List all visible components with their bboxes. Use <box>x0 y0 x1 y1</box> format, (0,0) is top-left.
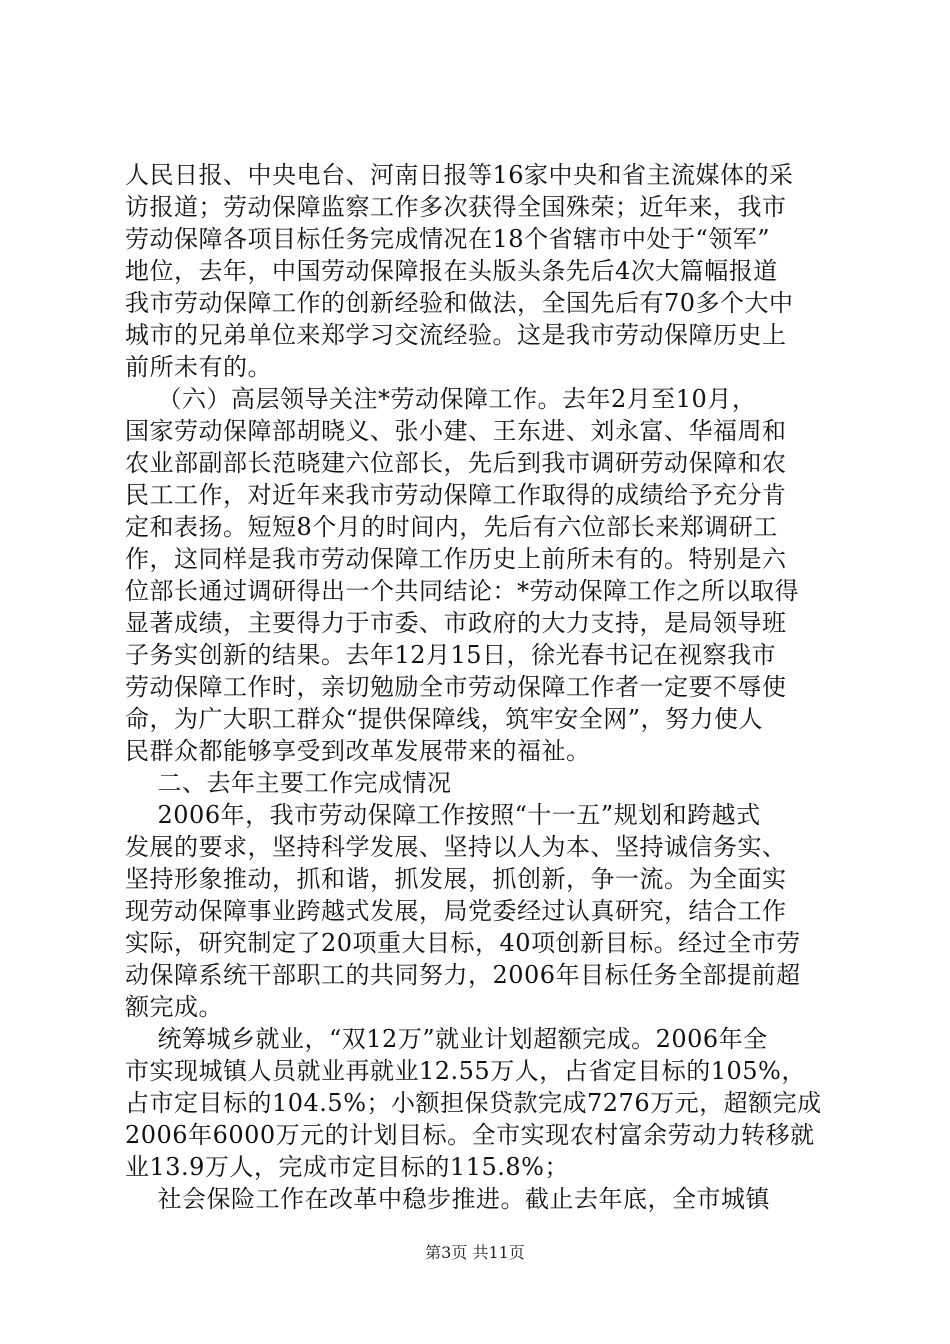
page-footer: 第3页 共11页 <box>425 1243 525 1262</box>
text-line: 定和表扬。短短8个月的时间内，先后有六位部长来郑调研工 <box>125 513 778 541</box>
text-line: 劳动保障工作时，亲切勉励全市劳动保障工作者一定要不辱使 <box>125 673 787 701</box>
text-line: 子务实创新的结果。去年12月15日，徐光春书记在视察我市 <box>125 641 777 669</box>
text-line: 位部长通过调研得出一个共同结论：*劳动保障工作之所以取得 <box>125 577 799 605</box>
text-line: （六）高层领导关注*劳动保障工作。去年2月至10月， <box>125 385 757 413</box>
text-line: 动保障系统干部职工的共同努力，2006年目标任务全部提前超 <box>125 961 801 989</box>
text-line: 发展的要求，坚持科学发展、坚持以人为本、坚持诚信务实、 <box>125 833 787 861</box>
text-line: 农业部副部长范晓建六位部长，先后到我市调研劳动保障和农 <box>125 449 787 477</box>
text-line: 我市劳动保障工作的创新经验和做法，全国先后有70多个大中 <box>125 289 794 317</box>
text-line: 作，这同样是我市劳动保障工作历史上前所未有的。特别是六 <box>125 545 787 573</box>
text-line: 前所未有的。 <box>125 353 272 381</box>
text-line: 显著成绩，主要得力于市委、市政府的大力支持，是局领导班 <box>125 609 787 637</box>
text-line: 占市定目标的104.5%；小额担保贷款完成7276万元，超额完成 <box>125 1089 822 1117</box>
text-line: 业13.9万人，完成市定目标的115.8%； <box>125 1153 569 1181</box>
document-body <box>125 159 825 1215</box>
text-line: 民工工作，对近年来我市劳动保障工作取得的成绩给予充分肯 <box>125 481 787 509</box>
text-line: 实际，研究制定了20项重大目标，40项创新目标。经过全市劳 <box>125 929 801 957</box>
text-line: 社会保险工作在改革中稳步推进。截止去年底，全市城镇 <box>125 1185 771 1213</box>
text-line: 地位，去年，中国劳动保障报在头版头条先后4次大篇幅报道 <box>125 257 778 285</box>
text-line: 统筹城乡就业，“双12万”就业计划超额完成。2006年全 <box>125 1025 768 1053</box>
text-line: 民群众都能够享受到改革发展带来的福祉。 <box>125 737 591 765</box>
text-line: 坚持形象推动，抓和谐，抓发展，抓创新，争一流。为全面实 <box>125 865 787 893</box>
text-line: 市实现城镇人员就业再就业12.55万人，占省定目标的105%， <box>125 1057 806 1085</box>
text-line: 人民日报、中央电台、河南日报等16家中央和省主流媒体的采 <box>125 161 794 189</box>
text-line: 额完成。 <box>125 993 223 1021</box>
text-line: 2006年6000万元的计划目标。全市实现农村富余劳动力转移就 <box>125 1121 815 1149</box>
text-line: 二、去年主要工作完成情况 <box>125 769 452 797</box>
text-line: 现劳动保障事业跨越式发展，局党委经过认真研究，结合工作 <box>125 897 787 925</box>
text-line: 城市的兄弟单位来郑学习交流经验。这是我市劳动保障历史上 <box>125 321 787 349</box>
text-line: 命，为广大职工群众“提供保障线，筑牢安全网”，努力使人 <box>125 705 764 733</box>
text-line: 劳动保障各项目标任务完成情况在18个省辖市中处于“领军” <box>125 225 771 253</box>
text-line: 国家劳动保障部胡晓义、张小建、王东进、刘永富、华福周和 <box>125 417 787 445</box>
text-line: 2006年，我市劳动保障工作按照“十一五”规划和跨越式 <box>125 801 761 829</box>
text-line: 访报道；劳动保障监察工作多次获得全国殊荣；近年来，我市 <box>125 193 787 221</box>
